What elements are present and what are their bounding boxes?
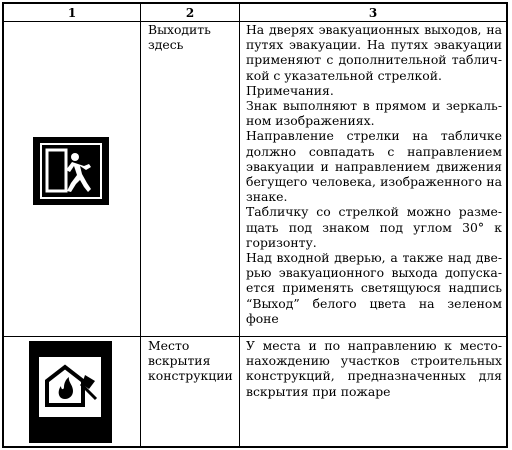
table-border-left (2, 2, 4, 448)
signs-table (2, 2, 508, 448)
fire-breach-point-icon (29, 341, 112, 443)
column-header-2: 2 (185, 6, 195, 20)
column-header-1: 1 (67, 6, 77, 20)
table-border-top (2, 2, 508, 4)
sign-name: Место вскрытия конструкции (148, 338, 233, 384)
description-paragraph: Направление стрелки на табличке должно совпадать с направлением эвакуации и направлением движения бегущего человека, изображенного на знаке. (246, 128, 502, 205)
description-paragraph: Над входной дверью, а также над дверью эвакуационного выхода допускается применять светящуюся надпись “Выход” белого цвета на зеленом фоне (246, 250, 502, 326)
sign-name: Выходить здесь (148, 22, 211, 53)
description-paragraph: Табличку со стрелкой можно размещать под знаком под углом 30° к горизонту. (246, 204, 502, 250)
row-divider (2, 336, 508, 337)
running-man-exit-icon (33, 137, 109, 205)
description-paragraph: Знак выполняют в прямом и зеркальном изображениях. (246, 98, 502, 129)
table-border-right (506, 2, 508, 448)
description-paragraph: У места и по направлению к местонахождению участков строительных конструкций, предназначенных для вскрытия при пожаре (246, 338, 502, 399)
description-paragraph: Примечания. (246, 82, 334, 98)
sign-description (246, 338, 502, 399)
sign-description (246, 22, 502, 326)
column-header-3: 3 (368, 6, 378, 20)
table-border-bottom (2, 446, 508, 448)
column-divider (239, 2, 240, 448)
column-divider (140, 2, 141, 448)
description-paragraph: На дверях эвакуационных выходов, на путях эвакуации. На путях эвакуации применяют с дополнительной табличкой с указательной стрелкой. (246, 22, 502, 83)
